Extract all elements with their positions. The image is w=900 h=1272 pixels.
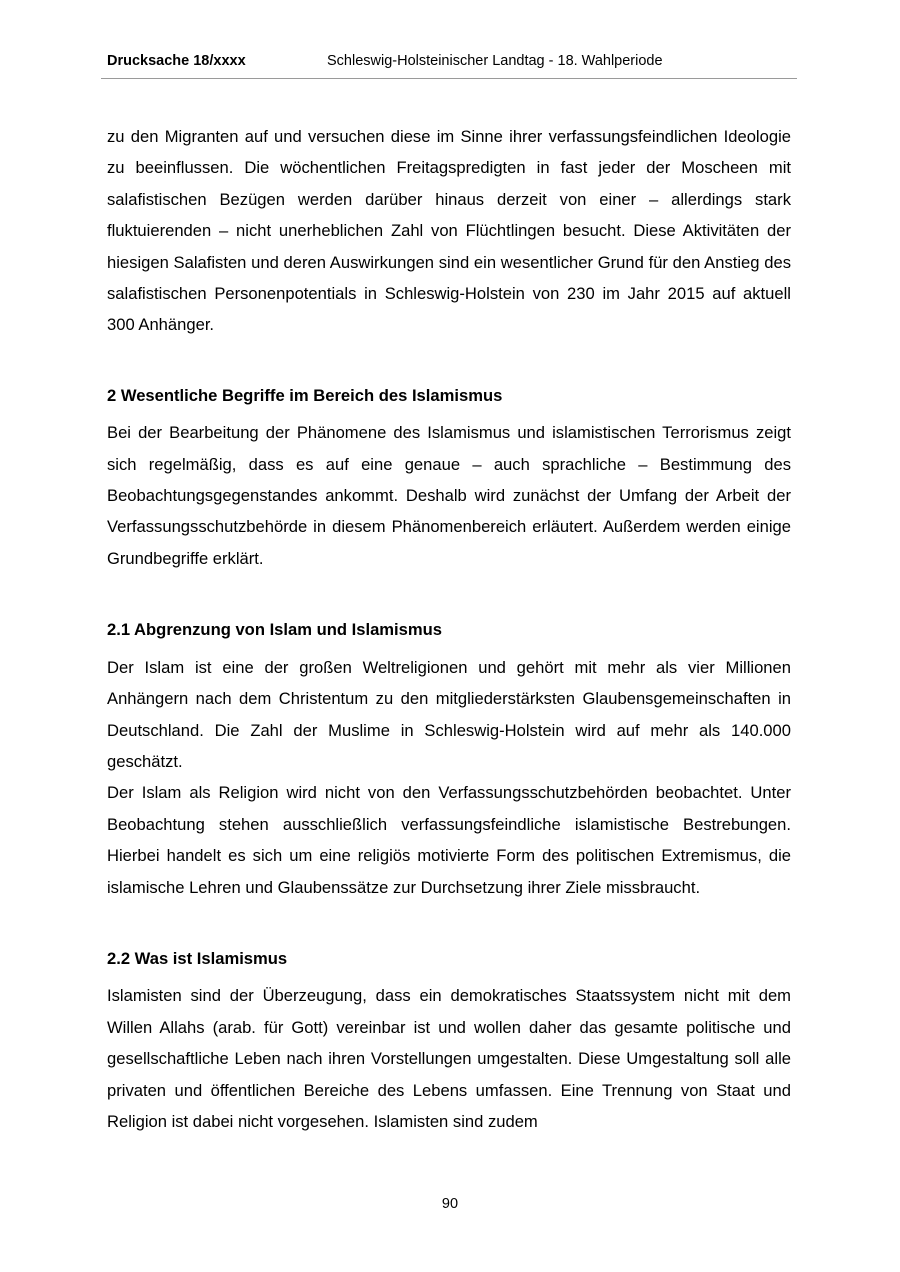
section-2-2-paragraph: Islamisten sind der Überzeugung, dass ein demokratisches Staatssystem nicht mit dem Willen Allahs (arab. für Gott) vereinbar ist und wollen daher das gesamte politische und gesellschaftliche Leben nach ihren Vorstellungen umgestalten. Diese Umgestaltung soll alle privaten und öffentlichen Bereiche des Lebens umfassen. Eine Trennung von Staat und Religion ist dabei nicht vorgesehen. Islamisten sind zudem	[107, 986, 791, 1131]
parliament-title: Schleswig-Holsteinischer Landtag - 18. Wahlperiode	[327, 53, 663, 69]
page-number: 90	[441, 1196, 459, 1212]
section-2-heading: 2 Wesentliche Begriffe im Bereich des Islamismus	[107, 385, 503, 405]
section-2-1-heading: 2.1 Abgrenzung von Islam und Islamismus	[107, 620, 443, 640]
section-2-paragraph: Bei der Bearbeitung der Phänomene des Islamismus und islamistischen Terrorismus zeigt sich regelmäßig, dass es auf eine genaue – auch sprachliche – Bestimmung des Beobachtungsgegenstandes ankommt. Deshalb wird zunächst der Umfang der Arbeit der Verfassungsschutzbehörde in diesem Phänomenbereich erläutert. Außerdem werden einige Grundbegriffe erklärt.	[107, 423, 791, 568]
section-2-1-paragraph-1: Der Islam ist eine der großen Weltreligionen und gehört mit mehr als vier Millionen Anhängern nach dem Christentum zu den mitgliederstärksten Glaubensgemeinschaften in Deutschland. Die Zahl der Muslime in Schleswig-Holstein wird auf mehr als 140.000 geschätzt.	[107, 657, 791, 771]
document-number: Drucksache 18/xxxx	[107, 53, 246, 69]
intro-paragraph: zu den Migranten auf und versuchen diese im Sinne ihrer verfassungsfeindlichen Ideologie zu beeinflussen. Die wöchentlichen Freitagspredigten in fast jeder der Moscheen mit salafistischen Bezügen werden darüber hinaus derzeit von einer – allerdings stark fluktuierenden – nicht unerheblichen Zahl von Flüchtlingen besucht. Diese Aktivitäten der hiesigen Salafisten und deren Auswirkungen sind ein wesentlicher Grund für den Anstieg des salafistischen Personenpotentials in Schleswig-Holstein von 230 im Jahr 2015 auf aktuell 300 Anhänger.	[107, 127, 791, 335]
section-2-2-heading: 2.2 Was ist Islamismus	[107, 948, 288, 968]
page-header	[101, 52, 797, 79]
page-footer	[0, 1196, 900, 1212]
document-body	[107, 121, 791, 1137]
section-2-1-paragraph-2: Der Islam als Religion wird nicht von den Verfassungsschutzbehörden beobachtet. Unter Beobachtung stehen ausschließlich verfassungsfeindliche islamistische Bestrebungen. Hierbei handelt es sich um eine religiös motivierte Form des politischen Extremismus, die islamische Lehren und Glaubenssätze zur Durchsetzung ihrer Ziele missbraucht.	[107, 783, 791, 897]
